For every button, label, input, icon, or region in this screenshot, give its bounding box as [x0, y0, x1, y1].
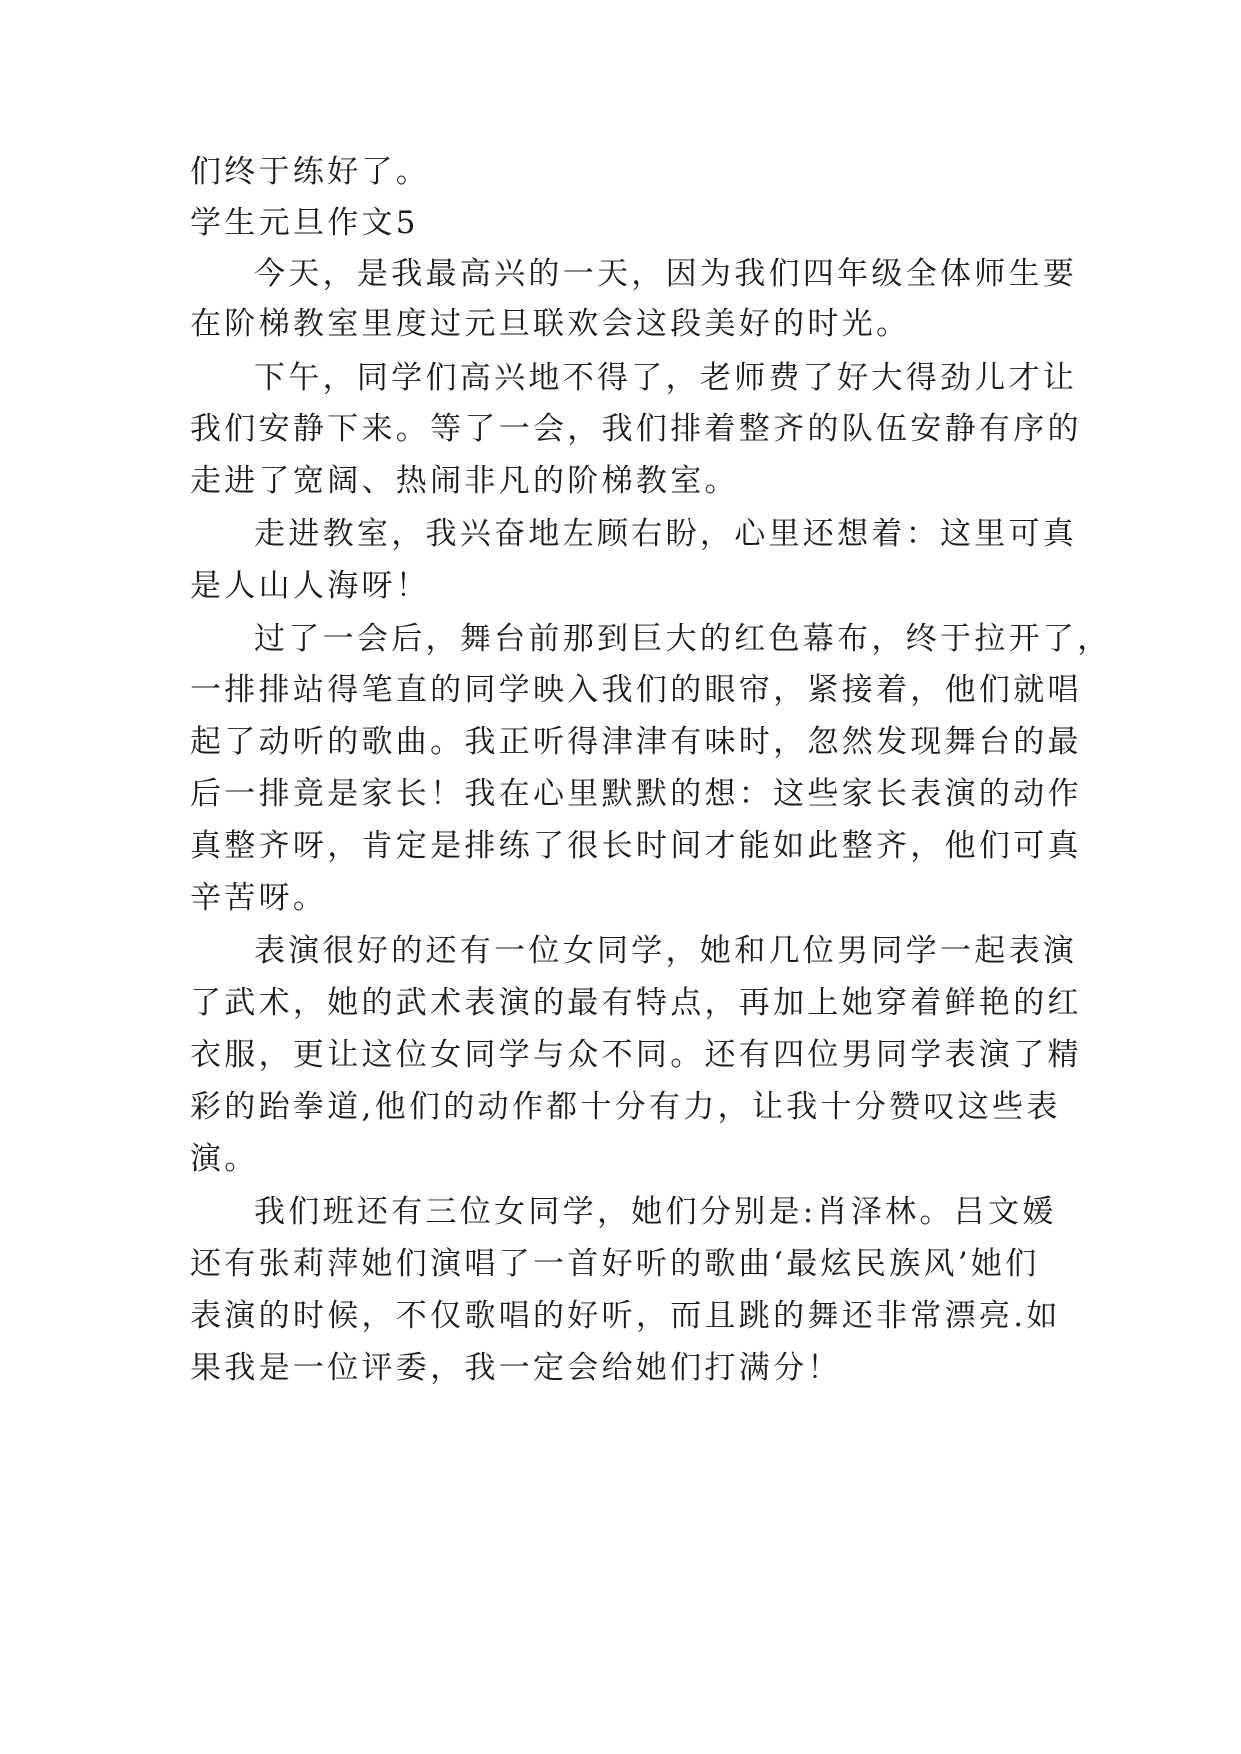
paragraph-line: 起了动听的歌曲。我正听得津津有味时，忽然发现舞台的最 [190, 724, 1082, 760]
paragraph-line: 辛苦呀。 [190, 880, 328, 916]
paragraph-line: 我们安静下来。等了一会，我们排着整齐的队伍安静有序的 [190, 411, 1082, 447]
paragraph-line: 后一排竟是家长！我在心里默默的想：这些家长表演的动作 [190, 776, 1082, 812]
paragraph-line: 了武术，她的武术表演的最有特点，再加上她穿着鲜艳的红 [190, 985, 1082, 1021]
text-line: 们终于练好了。 [190, 154, 431, 190]
paragraph-line: 表演很好的还有一位女同学，她和几位男同学一起表演 [254, 933, 1078, 969]
paragraph-line: 今天，是我最高兴的一天，因为我们四年级全体师生要 [254, 256, 1078, 292]
paragraph-line: 下午，同学们高兴地不得了，老师费了好大得劲儿才让 [254, 360, 1078, 396]
paragraph-line: 衣服，更让这位女同学与众不同。还有四位男同学表演了精 [190, 1037, 1082, 1073]
section-heading: 学生元旦作文5 [190, 205, 419, 241]
paragraph-line: 表演的时候，不仅歌唱的好听，而且跳的舞还非常漂亮.如 [190, 1298, 1061, 1334]
paragraph-line: 我们班还有三位女同学，她们分别是:肖泽林。吕文媛 [254, 1194, 1057, 1230]
paragraph-line: 彩的跆拳道,他们的动作都十分有力，让我十分赞叹这些表 [190, 1089, 1061, 1125]
paragraph-line: 走进了宽阔、热闹非凡的阶梯教室。 [190, 463, 739, 499]
paragraph-line: 真整齐呀，肯定是排练了很长时间才能如此整齐，他们可真 [190, 828, 1082, 864]
paragraph-line: 过了一会后，舞台前那到巨大的红色幕布，终于拉开了， [254, 621, 1112, 657]
paragraph-line: 果我是一位评委，我一定会给她们打满分！ [190, 1350, 842, 1386]
paragraph-line: 在阶梯教室里度过元旦联欢会这段美好的时光。 [190, 306, 911, 342]
paragraph-line: 演。 [190, 1141, 259, 1177]
paragraph-line: 还有张莉萍她们演唱了一首好听的歌曲‘最炫民族风’她们 [190, 1246, 1040, 1282]
paragraph-line: 一排排站得笔直的同学映入我们的眼帘，紧接着，他们就唱 [190, 672, 1082, 708]
paragraph-line: 是人山人海呀！ [190, 568, 431, 604]
paragraph-line: 走进教室，我兴奋地左顾右盼，心里还想着：这里可真 [254, 516, 1078, 552]
